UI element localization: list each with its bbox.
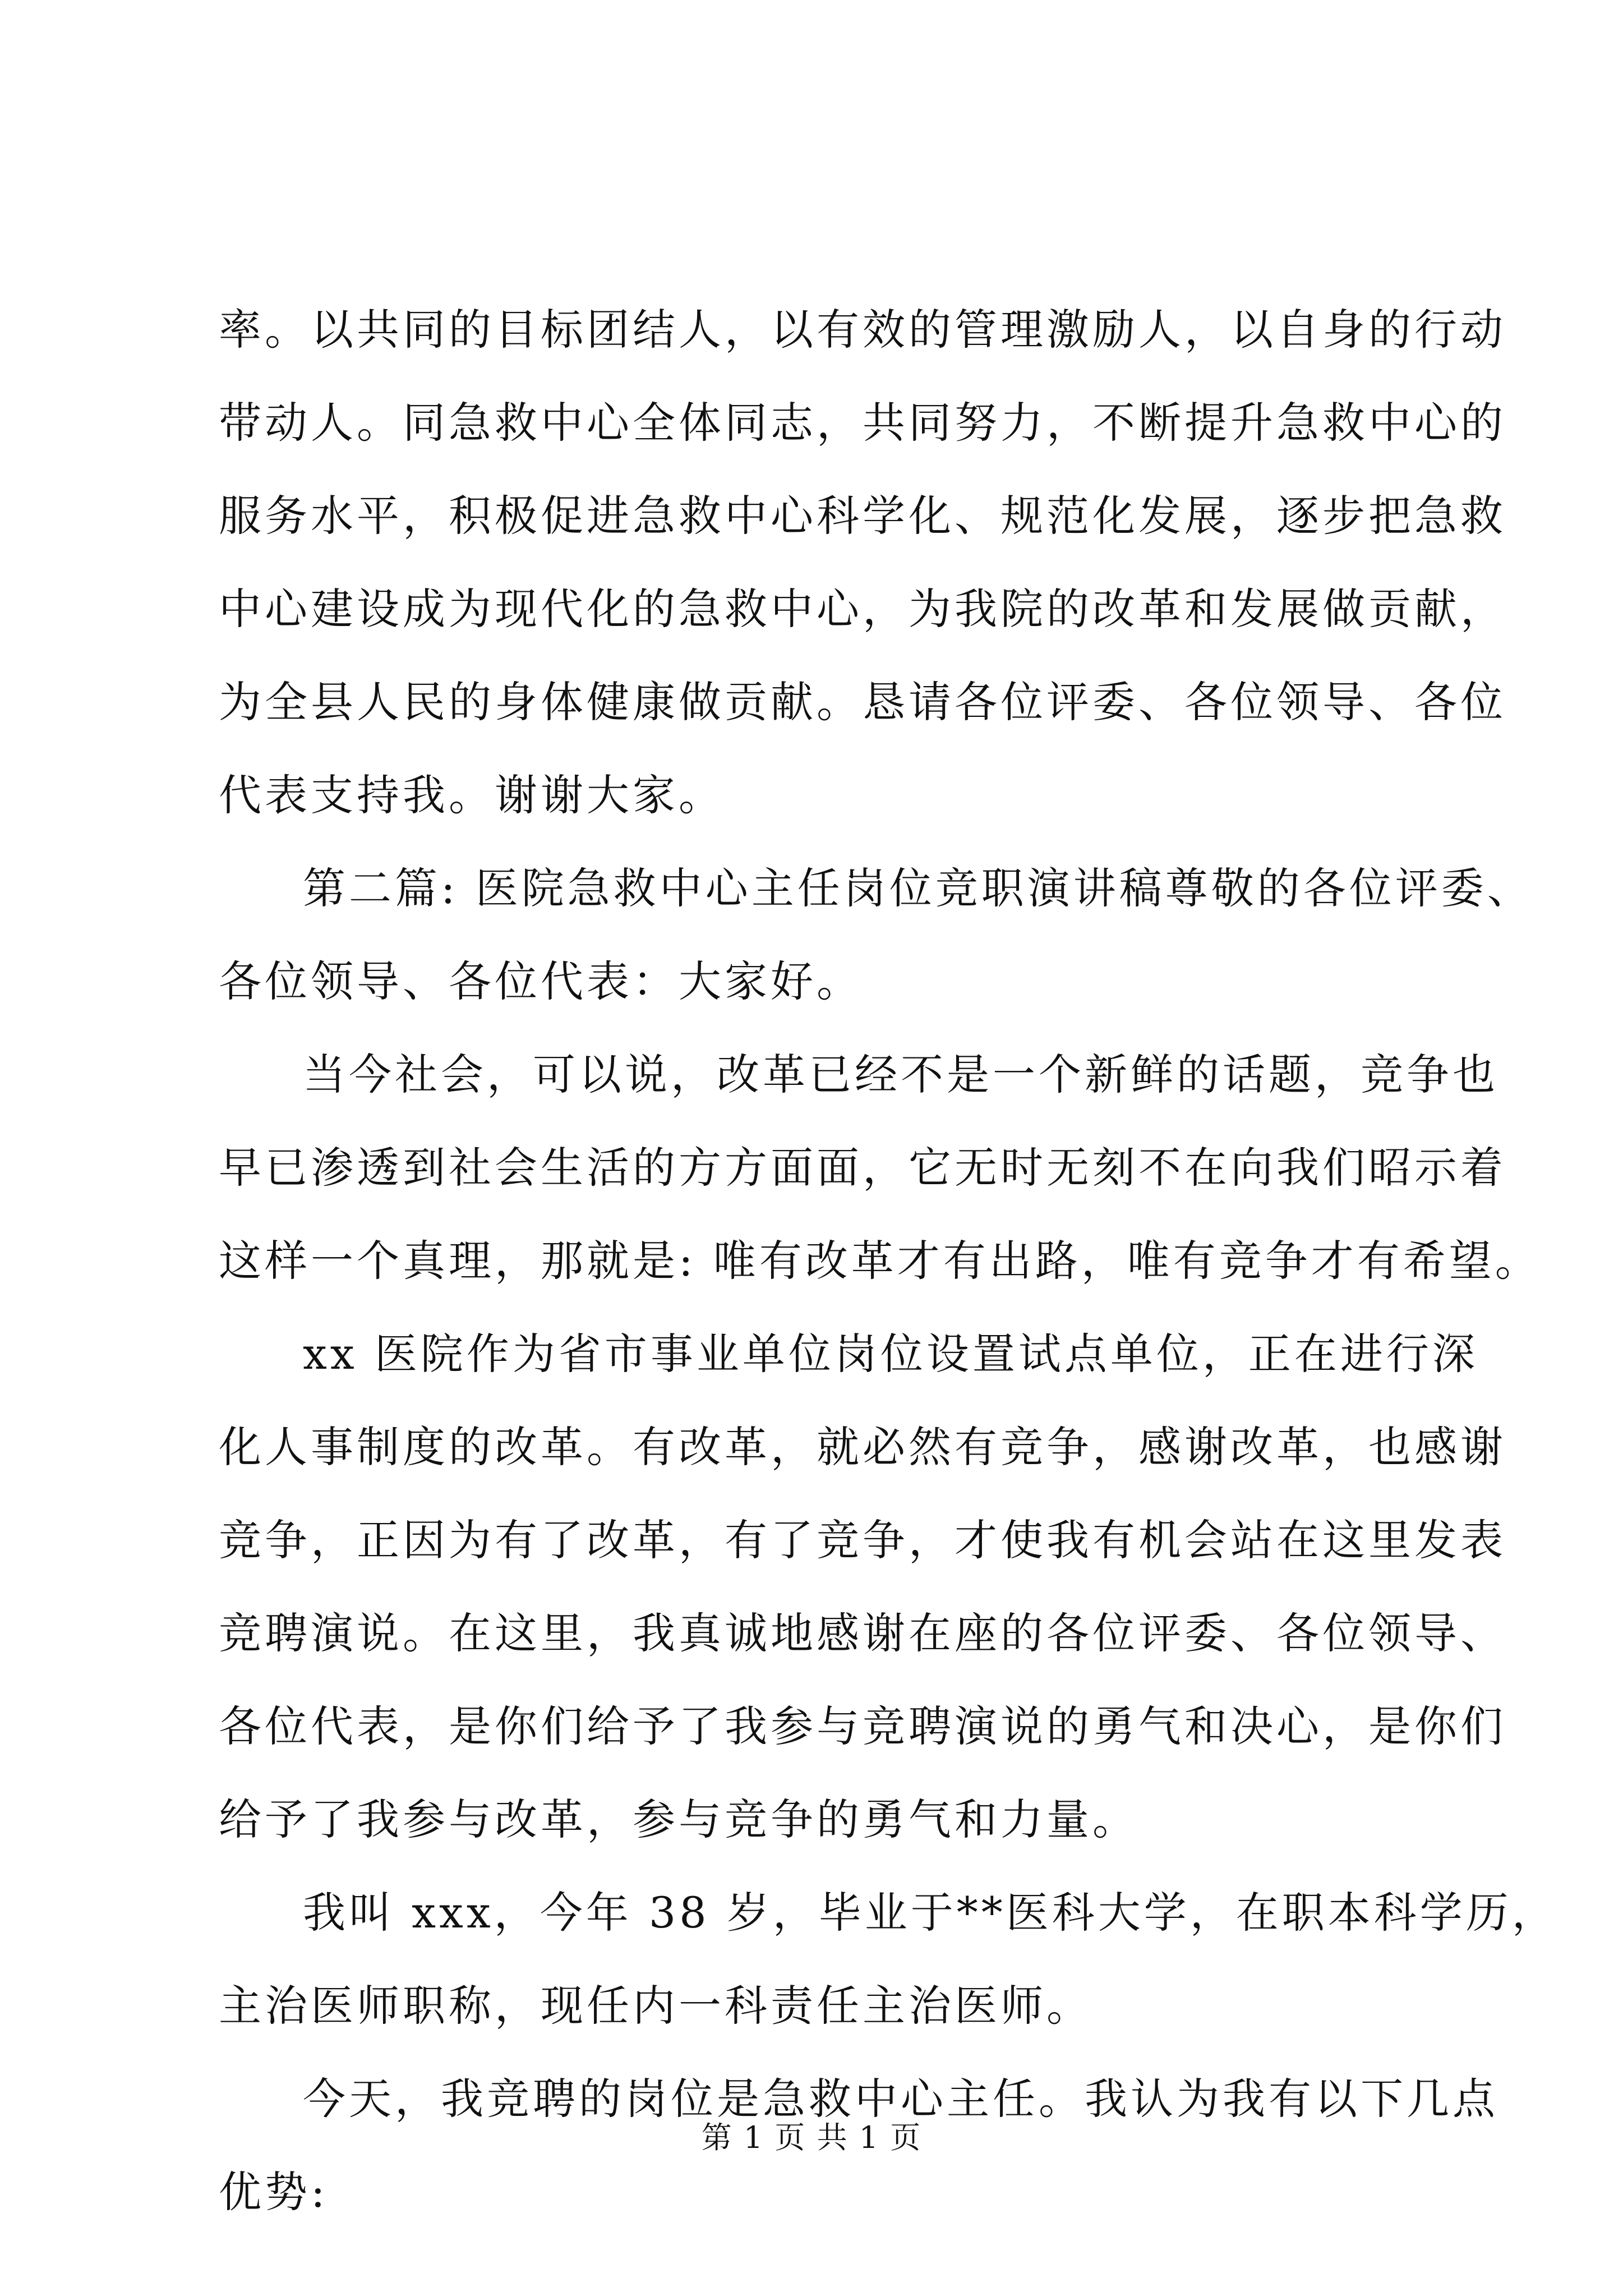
text-line: 这样一个真理，那就是: 唯有改革才有出路，唯有竞争才有希望。: [219, 1236, 1541, 1286]
text-line: 早已渗透到社会生活的方方面面，它无时无刻不在向我们昭示着: [219, 1143, 1506, 1193]
text-line: 带动人。同急救中心全体同志，共同努力，不断提升急救中心的: [219, 398, 1506, 448]
text-line: 当今社会，可以说，改革已经不是一个新鲜的话题，竞争也: [303, 1050, 1498, 1099]
text-line: 竞聘演说。在这里，我真诚地感谢在座的各位评委、各位领导、: [219, 1608, 1506, 1658]
text-line: 各位代表，是你们给予了我参与竞聘演说的勇气和决心，是你们: [219, 1701, 1506, 1751]
text-line: xx 医院作为省市事业单位岗位设置试点单位，正在进行深: [303, 1329, 1478, 1379]
text-line: 竞争，正因为有了改革，有了竞争，才使我有机会站在这里发表: [219, 1515, 1506, 1565]
text-line: 代表支持我。谢谢大家。: [219, 770, 725, 820]
text-line: 今天，我竞聘的岗位是急救中心主任。我认为我有以下几点: [303, 2074, 1498, 2124]
text-line: 给予了我参与改革，参与竞争的勇气和力量。: [219, 1795, 1138, 1844]
text-line: 第二篇: 医院急救中心主任岗位竞职演讲稿尊敬的各位评委、: [303, 863, 1533, 913]
text-line: 化人事制度的改革。有改革，就必然有竞争，感谢改革，也感谢: [219, 1422, 1506, 1472]
text-line: 中心建设成为现代化的急救中心，为我院的改革和发展做贡献，: [219, 584, 1506, 634]
text-line: 服务水平，积极促进急救中心科学化、规范化发展，逐步把急救: [219, 491, 1506, 541]
text-line: 优势:: [219, 2167, 329, 2217]
text-line: 主治医师职称，现任内一科责任主治医师。: [219, 1981, 1092, 2031]
text-line: 各位领导、各位代表：大家好。: [219, 956, 863, 1006]
text-line: 为全县人民的身体健康做贡献。恳请各位评委、各位领导、各位: [219, 677, 1506, 727]
page-number-footer: 第 1 页 共 1 页: [701, 2120, 922, 2155]
text-line: 率。以共同的目标团结人，以有效的管理激励人，以自身的行动: [219, 305, 1506, 355]
text-line: 我叫 xxx，今年 38 岁，毕业于**医科大学，在职本科学历，: [303, 1888, 1558, 1938]
